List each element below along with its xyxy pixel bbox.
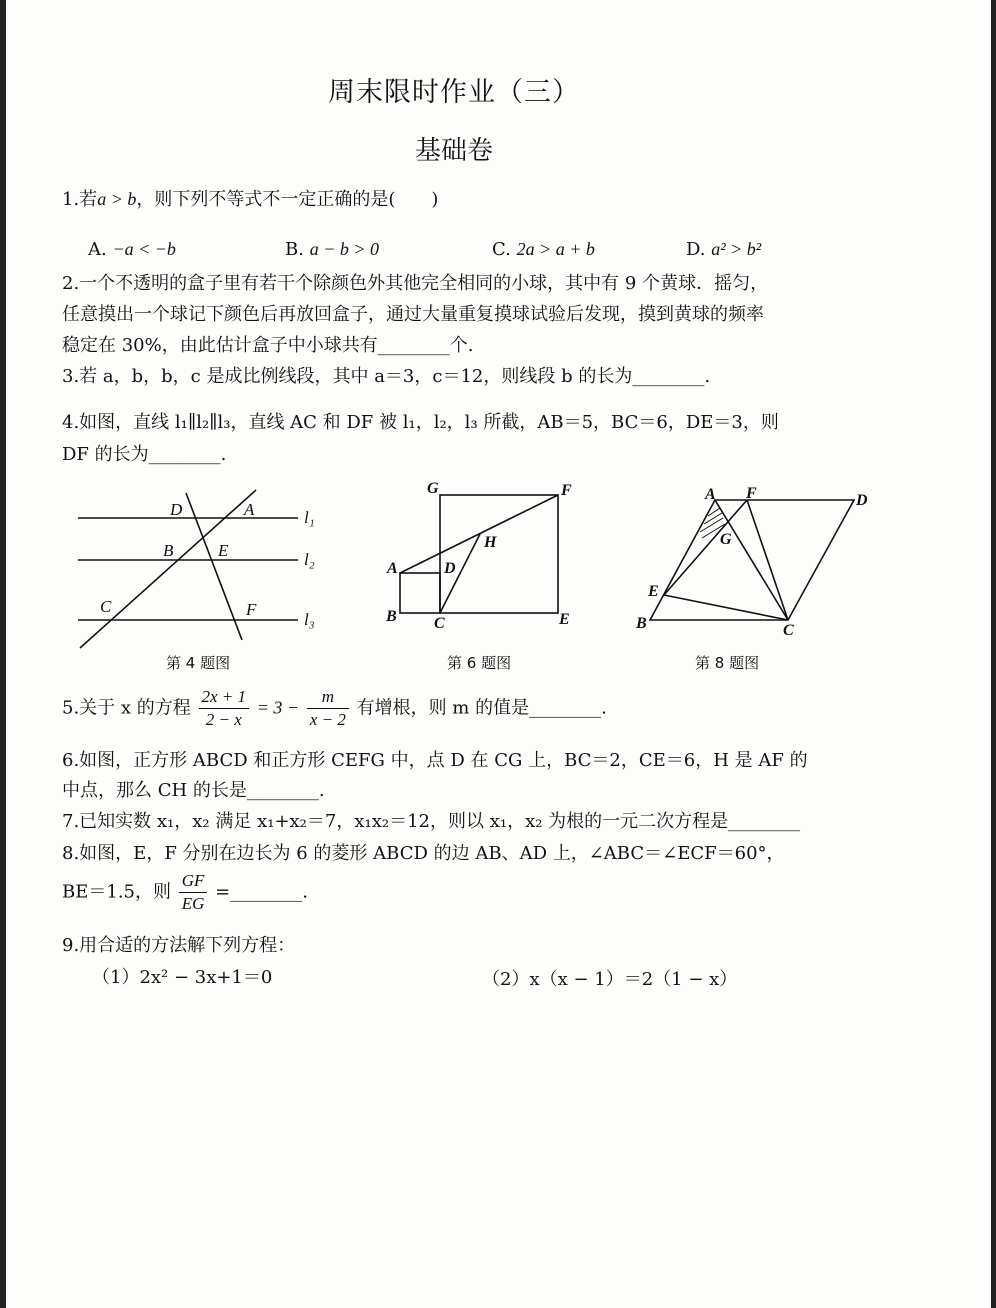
label-c: C [783,622,794,639]
figure-4-caption: 第 4 题图 [166,654,231,672]
q1-option-a: A. −a < −b [88,239,176,260]
question-6-line-1: 6.如图，正方形 ABCD 和正方形 CEFG 中，点 D 在 CG 上，BC＝2，CE＝6，H 是 AF 的 [62,750,808,771]
label-h: H [484,534,497,551]
page-title: 周末限时作业（三） [328,77,580,108]
label-d: D [444,560,456,577]
scan-left-edge [0,0,6,1308]
label-d: D [856,492,868,509]
label-b: B [386,608,397,625]
label-c: C [100,597,112,616]
label-l2: l₂ [304,550,315,569]
q8-fraction: $\frac{GF}{EG}$ [179,870,208,915]
label-f: F [561,482,572,499]
label-b: B [636,615,647,632]
label-d: D [170,500,183,519]
q5-fraction-1: $\frac{2x + 1}{2 - x}$ [199,686,250,731]
label-e: E [218,541,229,560]
label-f: F [746,485,757,502]
question-6-line-2: 中点，那么 CH 的长是________. [62,780,325,801]
q1-option-d: D. a² > b² [686,239,762,260]
figure-6-caption: 第 6 题图 [447,654,512,672]
label-g: G [720,531,732,548]
label-b: B [163,541,174,560]
question-4-line-1: 4.如图，直线 l₁∥l₂∥l₃，直线 AC 和 DF 被 l₁，l₂，l₃ 所截，AB＝5，BC＝6，DE＝3，则 [62,412,779,433]
question-9-part-2: （2）x（x − 1）＝2（1 − x） [482,969,738,990]
page-subtitle: 基础卷 [415,136,494,166]
line-df [186,493,242,640]
question-8-line-2: BE＝1.5，则 $\frac{GF}{EG}$ =________. [62,871,308,913]
label-a: A [387,560,398,577]
label-l3: l₃ [304,610,315,629]
label-a: A [244,500,255,519]
label-c: C [434,615,445,632]
q1-option-c: C. 2a > a + b [492,239,595,260]
question-2-line-1: 2.一个不透明的盒子里有若干个除颜色外其他完全相同的小球，其中有 9 个黄球．摇匀， [62,273,769,294]
square-cefg [440,495,558,613]
question-8-line-1: 8.如图，E，F 分别在边长为 6 的菱形 ABCD 的边 AB、AD 上，∠ABC＝∠ECF＝60°， [62,843,785,864]
question-2-line-2: 任意摸出一个球记下颜色后再放回盒子，通过大量重复摸球试验后发现，摸到黄球的频率 [62,304,764,325]
segment-ac [715,500,788,620]
question-2-line-3: 稳定在 30%，由此估计盒子中小球共有________个. [62,335,474,356]
q1-pre: 1.若 [62,189,98,210]
label-e: E [559,611,570,628]
label-a: A [705,486,716,503]
line-ac [80,490,256,648]
segment-ef [664,500,747,595]
label-l1: l₁ [304,508,315,527]
label-g: G [427,480,439,497]
segment-ec [664,595,788,620]
question-3: 3.若 a，b，b，c 是成比例线段，其中 a＝3，c＝12，则线段 b 的长为________. [62,366,711,387]
figure-8 [630,478,880,648]
q1-condition: a > b [97,189,137,209]
segment-af [400,495,558,573]
label-f: F [246,600,257,619]
label-e: E [648,583,659,600]
scan-right-edge [991,0,996,1308]
figure-4 [70,478,330,658]
question-5: 5.关于 x 的方程 $\frac{2x + 1}{2 - x}$ = 3 − $\frac{m}{x - 2}$ 有增根，则 m 的值是________. [62,687,607,729]
question-9-stem: 9.用合适的方法解下列方程： [62,935,296,956]
question-1-stem [62,184,438,215]
figure-8-caption: 第 8 题图 [695,654,760,672]
question-7: 7.已知实数 x₁，x₂ 满足 x₁+x₂＝7，x₁x₂＝12，则以 x₁，x₂ 为根的一元二次方程是________ [62,811,801,832]
figure-6 [380,478,590,648]
q5-fraction-2: $\frac{m}{x - 2}$ [307,686,349,731]
q1-option-b: B. a − b > 0 [285,239,379,260]
q1-post: ，则下列不等式不一定正确的是( ) [136,189,439,210]
question-9-part-1: （1）2x² − 3x+1＝0 [92,967,273,988]
segment-fc [747,500,788,620]
square-abcd [400,573,440,613]
question-4-line-2: DF 的长为________. [62,444,227,465]
